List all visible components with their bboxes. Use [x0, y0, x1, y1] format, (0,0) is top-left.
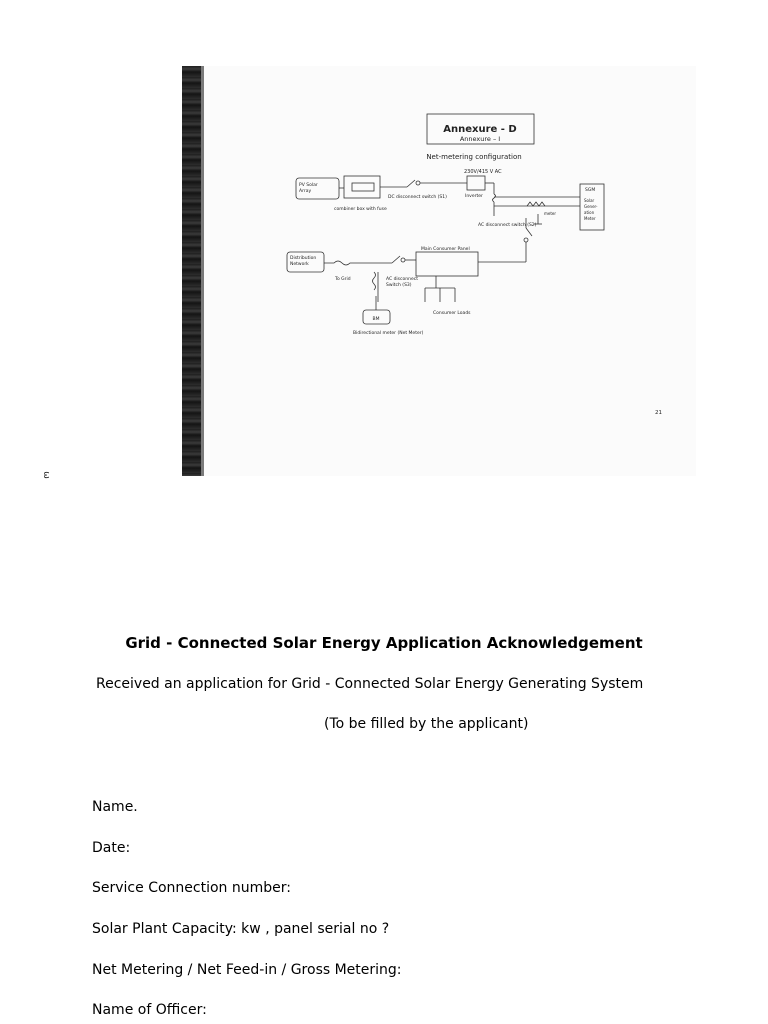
annexure-subtitle: Annexure – I — [459, 135, 501, 143]
field-date: Date: — [92, 840, 131, 856]
voltage-label: 230V/415 V AC — [464, 169, 502, 175]
annexure-title: Annexure - D — [443, 124, 517, 135]
main-consumer-panel — [416, 252, 478, 276]
ac-switch-s3-line-1: AC disconnect — [386, 277, 418, 282]
field-service-connection: Service Connection number: — [92, 880, 291, 896]
sgm-desc-4: Meter — [584, 216, 596, 221]
field-plant-capacity: Solar Plant Capacity: kw , panel serial no ? — [92, 921, 390, 937]
dc-switch-symbol — [407, 180, 415, 187]
fuse-symbol — [352, 183, 374, 191]
ac-switch-s2-symbol — [526, 228, 532, 236]
page-number: 21 — [655, 410, 662, 416]
inverter-box — [467, 176, 485, 190]
inverter-label: Inverter — [465, 194, 483, 199]
sgm-desc-3: ation — [584, 210, 595, 215]
consumer-loads-label: Consumer Loads — [433, 311, 471, 316]
field-metering-type: Net Metering / Net Feed-in / Gross Metering: — [92, 962, 402, 978]
field-name: Name. — [92, 799, 138, 815]
acknowledgement-title: Grid - Connected Solar Energy Application Acknowledgement — [125, 634, 643, 652]
ac-switch-s3-symbol — [392, 256, 400, 263]
main-panel-label: Main Consumer Panel — [421, 247, 470, 252]
pv-array-line-1: PV Solar — [299, 183, 318, 188]
config-title: Net-metering configuration — [426, 153, 522, 161]
distribution-line-1: Distribution — [290, 256, 317, 261]
sgm-desc-1: Solar — [584, 198, 595, 203]
combiner-box — [344, 176, 380, 198]
bm-desc: Bidirectional meter (Net Meter) — [353, 331, 424, 336]
net-metering-diagram — [182, 66, 696, 476]
stray-mark: ω — [40, 471, 51, 479]
distribution-line-2: Network — [290, 262, 309, 267]
received-line: Received an application for Grid - Connected Solar Energy Generating System — [96, 676, 644, 692]
to-grid-label: To Grid — [335, 277, 351, 282]
applicant-note: (To be filled by the applicant) — [324, 716, 529, 732]
bm-label: BM — [372, 317, 380, 322]
combiner-box-label: combiner box with fuse — [334, 207, 387, 212]
pv-array-line-2: Array — [299, 189, 312, 194]
scanned-diagram-page — [182, 66, 696, 476]
sgm-label: SGM — [585, 188, 596, 193]
ac-switch-s3-line-2: Switch (S3) — [386, 283, 412, 288]
ac-switch-s2-label: AC disconnect switch (S2) — [478, 223, 537, 228]
meter-label: meter — [544, 211, 557, 216]
dc-switch-label: DC disconnect switch (S1) — [388, 195, 447, 200]
sgm-desc-2: Gener- — [584, 204, 598, 209]
meter-coil — [527, 202, 545, 206]
field-officer-name: Name of Officer: — [92, 1002, 207, 1018]
